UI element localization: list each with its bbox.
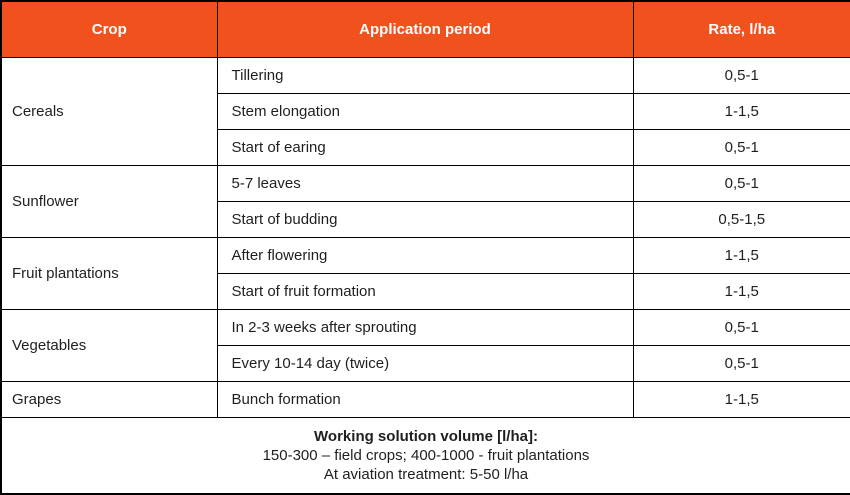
rate-cell: 1-1,5 [633,237,850,273]
period-cell: Start of fruit formation [217,273,633,309]
table-row [1,237,850,273]
rate-cell: 0,5-1 [633,165,850,201]
period-cell: Tillering [217,57,633,93]
period-cell: Start of earing [217,129,633,165]
rate-cell: 0,5-1 [633,345,850,381]
rate-cell: 0,5-1,5 [633,201,850,237]
footer-row [1,417,850,494]
period-cell: Bunch formation [217,381,633,417]
rate-cell: 0,5-1 [633,129,850,165]
column-header-rate: Rate, l/ha [633,1,850,57]
crop-cell-cereals: Cereals [1,57,217,165]
table-row [1,309,850,345]
period-cell: 5-7 leaves [217,165,633,201]
rate-cell: 0,5-1 [633,57,850,93]
period-cell: Start of budding [217,201,633,237]
period-cell: Every 10-14 day (twice) [217,345,633,381]
footer-line-field-crops: 150-300 – field crops; 400-1000 - fruit plantations [262,446,590,464]
rate-cell: 1-1,5 [633,381,850,417]
table-row [1,381,850,417]
column-header-crop: Crop [1,1,217,57]
footer-note [1,417,850,494]
crop-cell-fruit-plantations: Fruit plantations [1,237,217,309]
period-cell: In 2-3 weeks after sprouting [217,309,633,345]
rate-cell: 1-1,5 [633,93,850,129]
crop-cell-sunflower: Sunflower [1,165,217,237]
table-row [1,165,850,201]
crop-cell-grapes: Grapes [1,381,217,417]
period-cell: After flowering [217,237,633,273]
footer-title: Working solution volume [l/ha]: [314,427,538,445]
rate-cell: 0,5-1 [633,309,850,345]
column-header-application-period: Application period [217,1,633,57]
period-cell: Stem elongation [217,93,633,129]
crop-cell-vegetables: Vegetables [1,309,217,381]
table-header [1,1,850,57]
footer-line-aviation: At aviation treatment: 5-50 l/ha [323,465,529,483]
rate-cell: 1-1,5 [633,273,850,309]
table-row [1,57,850,93]
